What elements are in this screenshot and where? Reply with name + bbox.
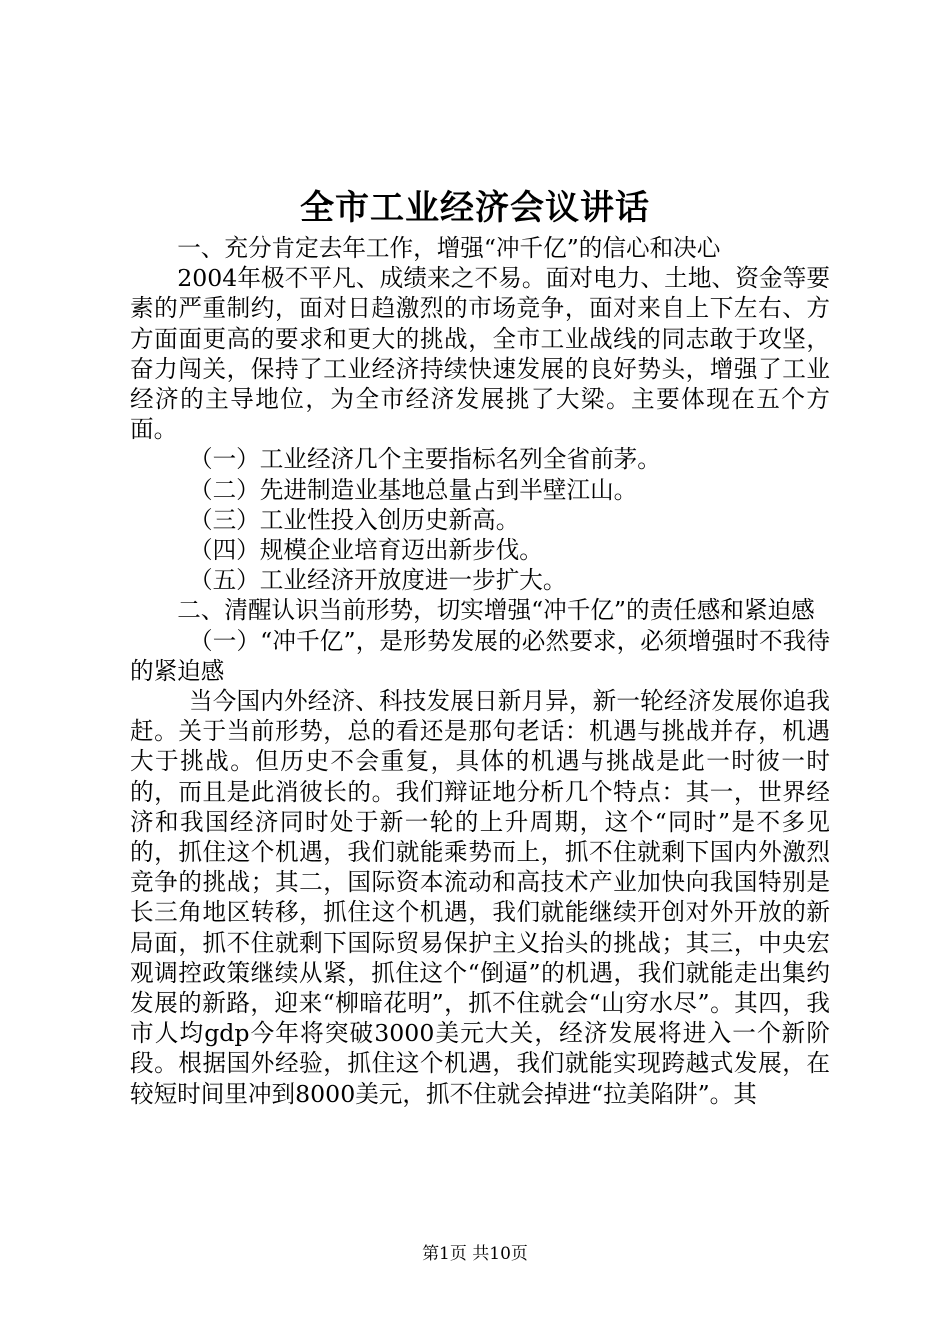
list-item-5: （五）工业经济开放度进一步扩大。 bbox=[189, 566, 567, 595]
paragraph-situation: 当今国内外经济、科技发展日新月异，新一轮经济发展你追我赶。关于当前形势，总的看还是那句老话：机遇与挑战并存，机遇大于挑战。但历史不会重复，具体的机遇与挑战是此一时彼一时的，而且是此消彼长的。我们辩证地分析几个特点：其一，世界经济和我国经济同时处于新一轮的上升周期，这个“同时”是不多见的，抓住这个机遇，我们就能乘势而上，抓不住就剩下国内外激烈竞争的挑战；其二，国际资本流动和高技术产业加快向我国特别是长三角地区转移，抓住这个机遇，我们就能继续开创对外开放的新局面，抓不住就剩下国际贸易保护主义抬头的挑战；其三，中央宏观调控政策继续从紧，抓住这个“倒逼”的机遇，我们就能走出集约发展的新路，迎来“柳暗花明”，抓不住就会“山穷水尽”。其四，我市人均gdp今年将突破3000美元大关，经济发展将进入一个新阶段。根据国外经验，抓住这个机遇，我们就能实现跨越式发展，在较短时间里冲到8000美元，抓不住就会掉进“拉美陷阱”。其 bbox=[130, 687, 830, 1108]
document-title: 全市工业经济会议讲话 bbox=[300, 188, 650, 228]
list-item-3: （三）工业性投入创历史新高。 bbox=[189, 505, 520, 534]
section-heading-2: 二、清醒认识当前形势，切实增强“冲千亿”的责任感和紧迫感 bbox=[177, 596, 815, 625]
list-item-2: （二）先进制造业基地总量占到半壁江山。 bbox=[189, 475, 638, 504]
list-item-4: （四）规模企业培育迈出新步伐。 bbox=[189, 536, 543, 565]
list-item-1: （一）工业经济几个主要指标名列全省前茅。 bbox=[189, 445, 661, 474]
document-body bbox=[130, 233, 830, 1109]
section-heading-1: 一、充分肯定去年工作，增强“冲千亿”的信心和决心 bbox=[177, 234, 721, 262]
page-number-footer: 第1页 共10页 bbox=[422, 1244, 528, 1264]
subsection-heading-1: （一）“冲千亿”，是形势发展的必然要求，必须增强时不我待的紧迫感 bbox=[130, 626, 830, 685]
paragraph-achievements: 2004年极不平凡、成绩来之不易。面对电力、土地、资金等要素的严重制约，面对日趋激烈的市场竞争，面对来自上下左右、方方面面更高的要求和更大的挑战，全市工业战线的同志敢于攻坚，奋力闯关，保持了工业经济持续快速发展的良好势头，增强了工业经济的主导地位，为全市经济发展挑了大梁。主要体现在五个方面。 bbox=[130, 264, 830, 444]
